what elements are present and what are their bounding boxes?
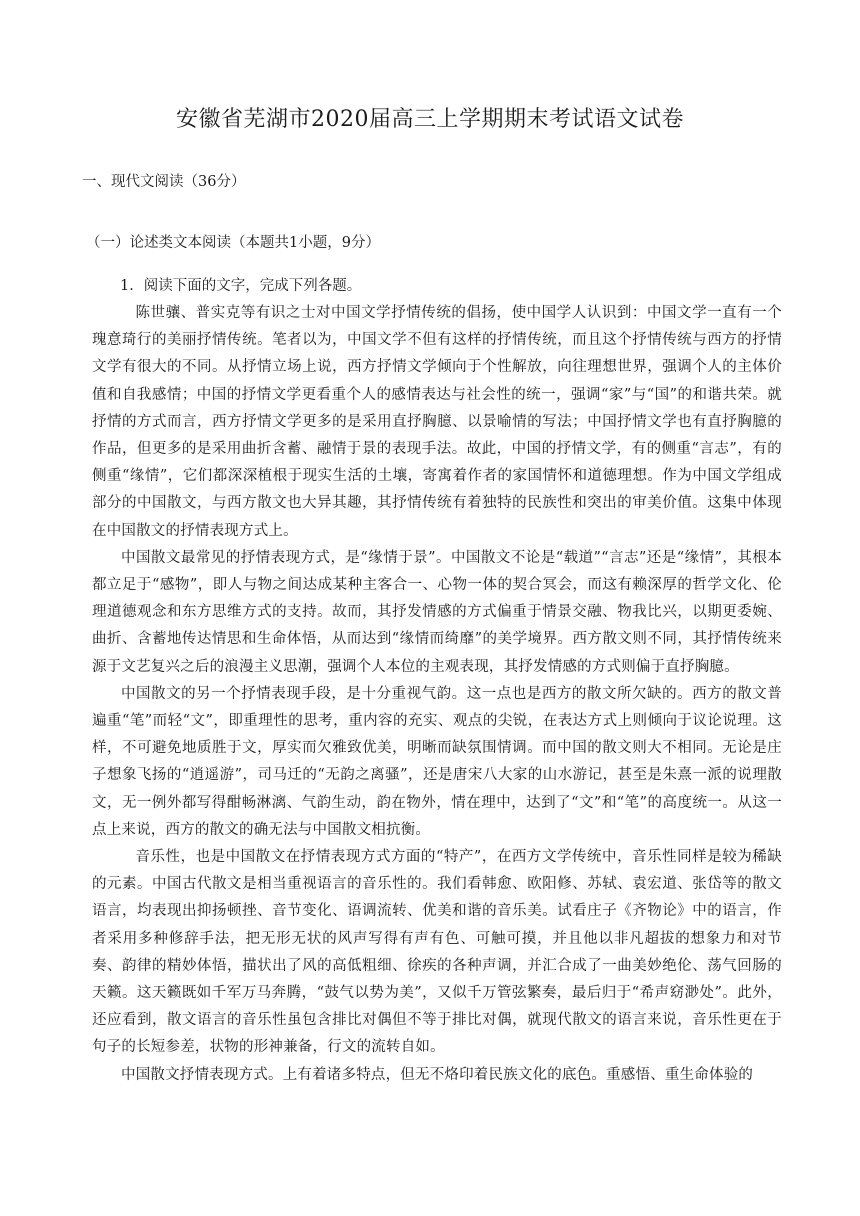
passage-paragraph-4: 音乐性，也是中国散文在抒情表现方式方面的“特产”，在西方文学传统中，音乐性同样是较为稀缺的元素。中国古代散文是相当重视语言的音乐性的。我们看韩愈、欧阳修、苏轼、袁宏道、张岱等的散文语言，均表现出抑扬顿挫、音节变化、语调流转、优美和谐的音乐美。试看庄子《齐物论》中的语言，作者采用多种修辞手法，把无形无状的风声写得有声有色、可触可摸，并且他以非凡超拔的想象力和对节奏、韵律的精妙体悟，描状出了风的高低粗细、徐疾的各种声调，并汇合成了一曲美妙绝伦、荡气回肠的天籁。这天籁既如千军万马奔腾，“鼓气以势为美”，又似千万管弦繁奏，最后归于“希声窈渺处”。此外，还应看到，散文语言的音乐性虽包含排比对偶但不等于排比对偶，就现代散文的语言来说，音乐性更在于句子的长短参差，状物的形神兼备，行文的流转自如。 bbox=[92, 849, 782, 1056]
section-heading: 一、现代文阅读（36分） bbox=[82, 174, 246, 190]
passage-body bbox=[92, 300, 782, 1089]
subsection-heading: （一）论述类文本阅读（本题共1小题，9分） bbox=[86, 235, 380, 251]
passage-paragraph-5: 中国散文抒情表现方式。上有着诸多特点，但无不烙印着民族文化的底色。重感悟、重生命体验的 bbox=[121, 1066, 754, 1083]
passage-paragraph-2: 中国散文最常见的抒情表现方式，是“缘情于景”。中国散文不论是“载道”“言志”还是“缘情”，其根本都立足于“感物”，即人与物之间达成某种主客合一、心物一体的契合冥会，而这有赖深厚的哲学文化、伦理道德观念和东方思维方式的支持。故而，其抒发情感的方式偏重于情景交融、物我比兴，以期更委婉、曲折、含蓄地传达情思和生命体悟，从而达到“缘情而绮靡”的美学境界。西方散文则不同，其抒情传统来源于文艺复兴之后的浪漫主义思潮，强调个人本位的主观表现，其抒发情感的方式则偏于直抒胸臆。 bbox=[92, 549, 782, 675]
document-title: 安徽省芜湖市2020届高三上学期期末考试语文试卷 bbox=[176, 107, 684, 132]
question-prompt: 1．阅读下面的文字，完成下列各题。 bbox=[120, 278, 362, 294]
passage-paragraph-1: 陈世骧、普实克等有识之士对中国文学抒情传统的倡扬，使中国学人认识到：中国文学一直有一个瑰意琦行的美丽抒情传统。笔者以为，中国文学不但有这样的抒情传统，而且这个抒情传统与西方的抒情文学有很大的不同。从抒情立场上说，西方抒情文学倾向于个性解放，向往理想世界，强调个人的主体价值和自我感情；中国的抒情文学更看重个人的感情表达与社会性的统一，强调“家”与“国”的和谐共荣。就抒情的方式而言，西方抒情文学更多的是采用直抒胸臆、以景喻情的写法；中国抒情文学也有直抒胸臆的作品，但更多的是采用曲折含蓄、融情于景的表现手法。故此，中国的抒情文学，有的侧重“言志”，有的侧重“缘情”，它们都深深植根于现实生活的土壤，寄寓着作者的家国情怀和道德理想。作为中国文学组成部分的中国散文，与西方散文也大异其趣，其抒情传统有着独特的民族性和突出的审美价值。这集中体现在中国散文的抒情表现方式上。 bbox=[92, 305, 782, 539]
passage-paragraph-3: 中国散文的另一个抒情表现手段，是十分重视气韵。这一点也是西方的散文所欠缺的。西方的散文普遍重“笔”而轻“文”，即重理性的思考，重内容的充实、观点的尖锐，在表达方式上则倾向于议论说理。这样，不可避免地质胜于文，厚实而欠雅致优美，明晰而缺氛围情调。而中国的散文则大不相同。无论是庄子想象飞扬的“逍遥游”，司马迁的“无韵之离骚”，还是唐宋八大家的山水游记，甚至是朱熹一派的说理散文，无一例外都写得酣畅淋漓、气韵生动，韵在物外，情在理中，达到了“文”和“笔”的高度统一。从这一点上来说，西方的散文的确无法与中国散文相抗衡。 bbox=[92, 685, 782, 838]
